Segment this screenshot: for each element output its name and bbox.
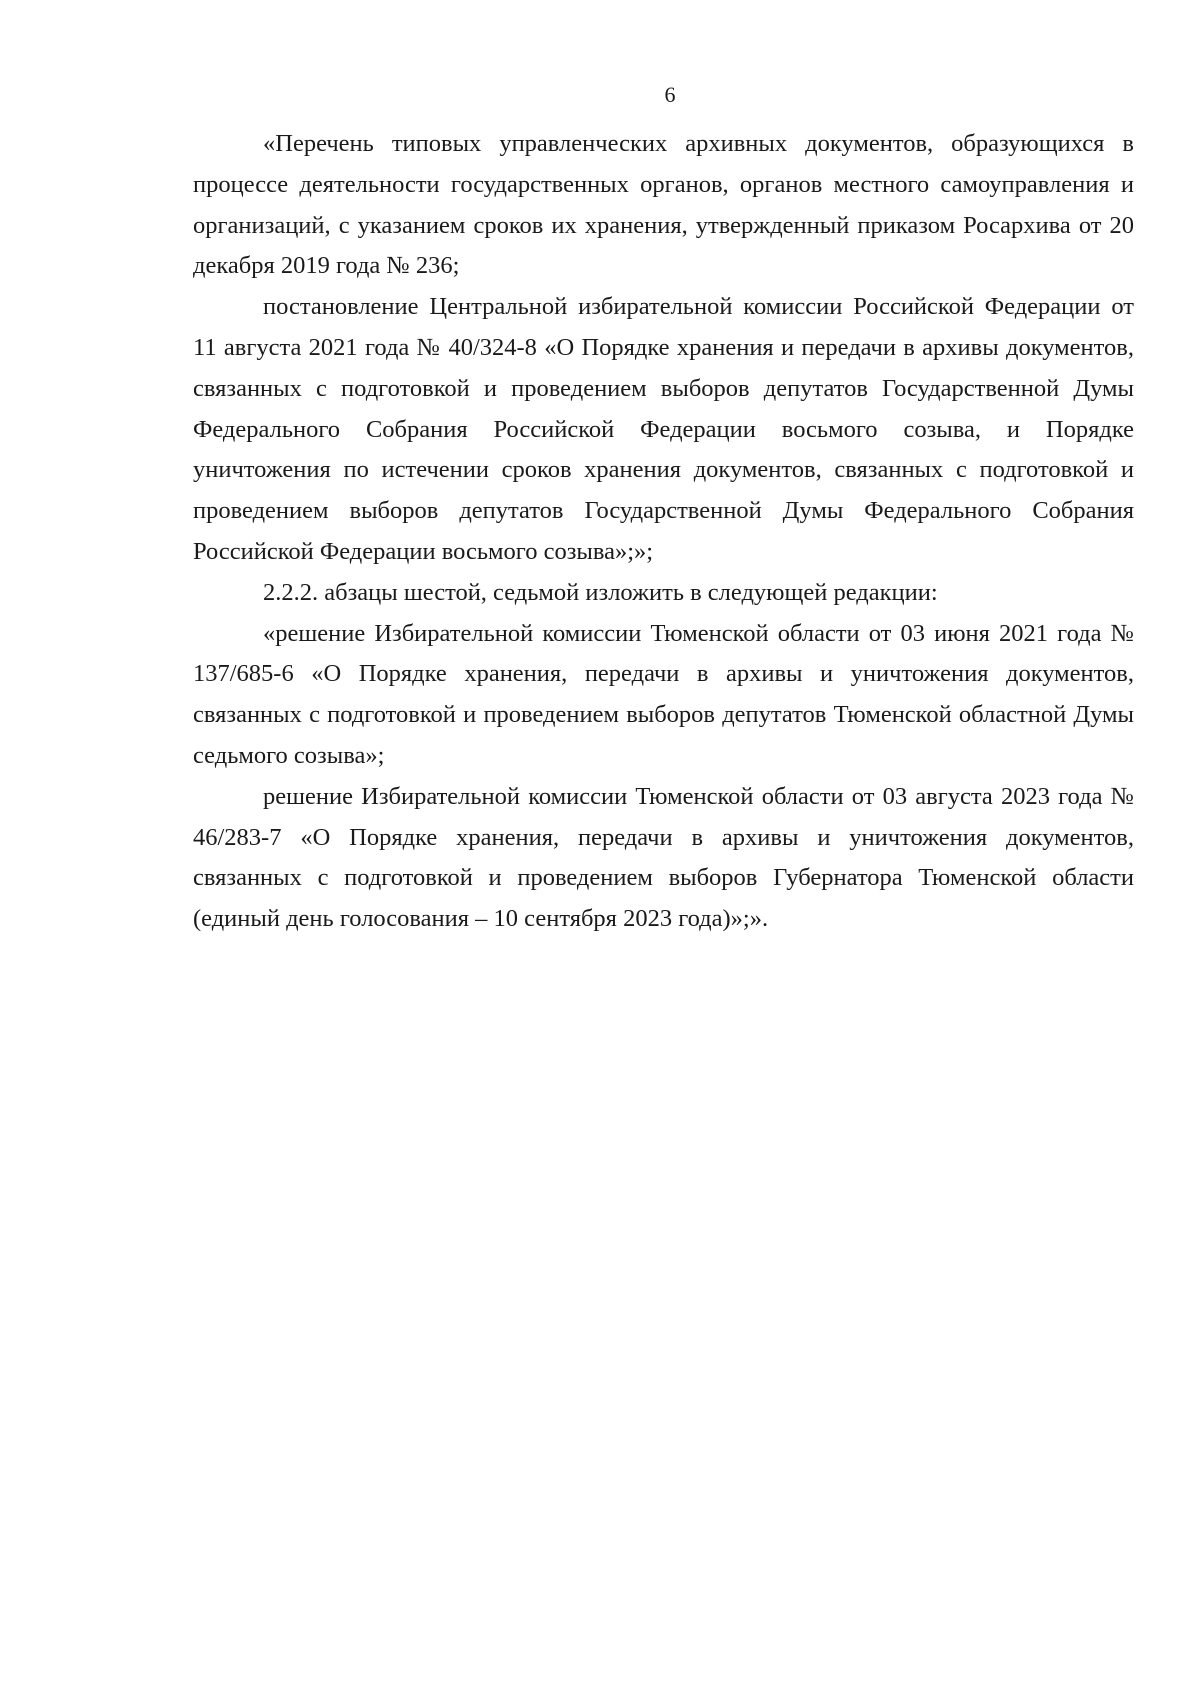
paragraph-list-of-documents: «Перечень типовых управленческих архивных документов, образующихся в процессе деятельности государственных органов, органов местного самоуправления и организаций, с указанием сроков их хранения, утвержденный приказом Росархива от 20 декабря 2019 года № 236; xyxy=(193,130,1134,280)
paragraph-decision-2023: решение Избирательной комиссии Тюменской области от 03 августа 2023 года № 46/283-7 «О Порядке хранения, передачи в архивы и уничтожения документов, связанных с подготовкой и проведением выборов Губернатора Тюменской области (единый день голосования – 10 сентября 2023 года)»;». xyxy=(193,782,1134,933)
paragraph-decision-2021: «решение Избирательной комиссии Тюменской области от 03 июня 2021 года № 137/685-6 «О Порядке хранения, передачи в архивы и уничтожения документов, связанных с подготовкой и проведением выборов депутатов Тюменской областной Думы седьмого созыва»; xyxy=(193,619,1134,769)
page-number: 6 xyxy=(664,82,676,107)
paragraph-cec-resolution: постановление Центральной избирательной комиссии Российской Федерации от 11 августа 2021 года № 40/324-8 «О Порядке хранения и передачи в архивы документов, связанных с подготовкой и проведением выборов депутатов Государственной Думы Федерального Собрания Российской Федерации восьмого созыва, и Порядке уничтожения по истечении сроков хранения документов, связанных с подготовкой и проведением выборов депутатов Государственной Думы Федерального Собрания Российской Федерации восьмого созыва»;»; xyxy=(193,293,1134,565)
document-body xyxy=(193,124,1134,940)
paragraph-clause-2-2-2: 2.2.2. абзацы шестой, седьмой изложить в следующей редакции: xyxy=(263,578,938,606)
